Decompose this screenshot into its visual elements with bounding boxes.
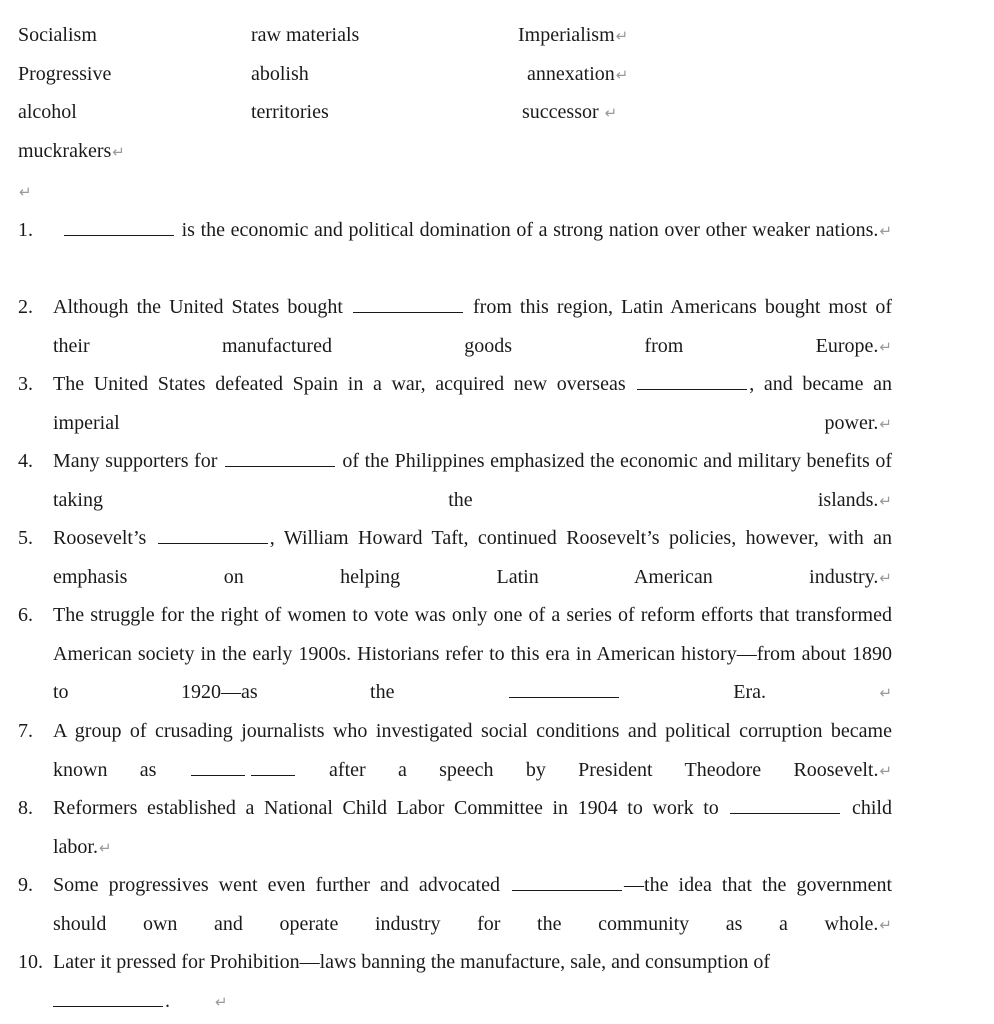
question-text-before: Many supporters for [53,450,218,472]
question-text-after: of the Philippines emphasized the economic and military benefits of taking the islands. [53,450,893,511]
question-number: 1. [18,219,33,241]
question-text-after: , William Howard Taft, continued Roosevelt’s policies, however, with an emphasis on helping Latin American industry. [53,527,893,588]
word-bank-row [18,63,658,102]
question-number: 9. [18,874,33,896]
return-mark-icon: ↵ [615,27,629,45]
return-mark-icon: ↵ [19,183,32,201]
question-text-after: —the idea that the government should own and operate industry for the community as a whole. [53,874,893,935]
word-imperialism: Imperialism↵ [518,24,629,46]
return-mark-icon: ↵ [879,414,892,433]
answer-blank[interactable] [225,465,335,467]
question-number: 10. [18,951,43,973]
empty-paragraph [18,180,32,203]
word-socialism: Socialism [18,24,97,46]
word-successor: successor ↵ [522,101,618,123]
question-1 [18,211,892,289]
word-territories: territories [251,101,329,123]
question-text-before: Although the United States bought [53,296,343,318]
question-text-after: child labor. [53,797,892,858]
question-number: 8. [18,797,33,819]
question-text-before: Some progressives went even further and advocated [53,874,500,896]
word-abolish: abolish [251,62,309,85]
return-mark-icon: ↵ [879,915,892,934]
question-text-before: Later it pressed for Prohibition—laws banning the manufacture, sale, and consumption of [53,951,771,973]
question-text-before: A group of crusading journalists who investigated social conditions and political corruption became known as [53,720,892,781]
return-mark-icon: ↵ [879,222,893,240]
answer-blank[interactable] [64,234,174,236]
answer-blank[interactable] [191,774,245,776]
question-10 [18,943,892,1021]
word-bank [18,24,658,178]
question-text-after: . [165,989,170,1012]
answer-blank-part[interactable] [251,774,295,776]
answer-blank[interactable] [509,696,619,698]
question-number: 7. [18,720,33,742]
answer-blank[interactable] [53,1005,163,1007]
return-mark-icon: ↵ [879,337,892,356]
question-text-before: The struggle for the right of women to vote was only one of a series of reform efforts that transformed American society in the early 1900s. Historians refer to this era in American history—from about 1890 to 1920—as the [53,604,892,703]
return-mark-icon: ↵ [615,65,629,84]
answer-blank[interactable] [730,812,840,814]
question-text-after: from this region, Latin Americans bought most of their manufactured goods from Europe. [53,296,893,357]
question-text-before: The United States defeated Spain in a war, acquired new overseas [53,373,626,395]
question-text-after: Era. [733,681,767,703]
return-mark-icon: ↵ [879,684,893,702]
question-number: 6. [18,604,33,626]
word-alcohol: alcohol [18,101,77,123]
return-mark-icon: ↵ [879,491,892,510]
word-bank-row [18,140,658,179]
return-mark-icon: ↵ [215,992,228,1011]
question-text-before: Roosevelt’s [53,527,147,549]
return-mark-icon: ↵ [112,142,125,161]
word-progressive: Progressive [18,62,112,85]
question-text-after: after a speech by President Theodore Roosevelt. [329,758,879,781]
question-number: 5. [18,527,33,549]
return-mark-icon: ↵ [99,838,112,857]
question-number: 3. [18,373,33,395]
question-number: 2. [18,296,33,318]
word-annexation: annexation↵ [527,62,629,85]
question-text [53,211,892,289]
answer-blank[interactable] [512,889,622,891]
answer-blank[interactable] [353,311,463,313]
return-mark-icon: ↵ [879,761,893,780]
return-mark-icon: ↵ [604,104,618,122]
word-bank-row [18,101,658,140]
word-raw-materials: raw materials [251,24,360,46]
question-number: 4. [18,450,33,472]
word-bank-row [18,24,658,63]
answer-blank[interactable] [158,542,268,544]
answer-blank[interactable] [637,388,747,390]
word-muckrakers: muckrakers↵ [18,139,125,162]
question-text-before: is the economic and political domination of a strong nation over other weaker nations. [181,219,879,241]
return-mark-icon: ↵ [879,568,892,587]
question-text [53,943,892,1021]
question-text-before: Reformers established a National Child Labor Committee in 1904 to work to [53,797,719,819]
question-text-after: , and became an imperial power. [53,373,892,434]
